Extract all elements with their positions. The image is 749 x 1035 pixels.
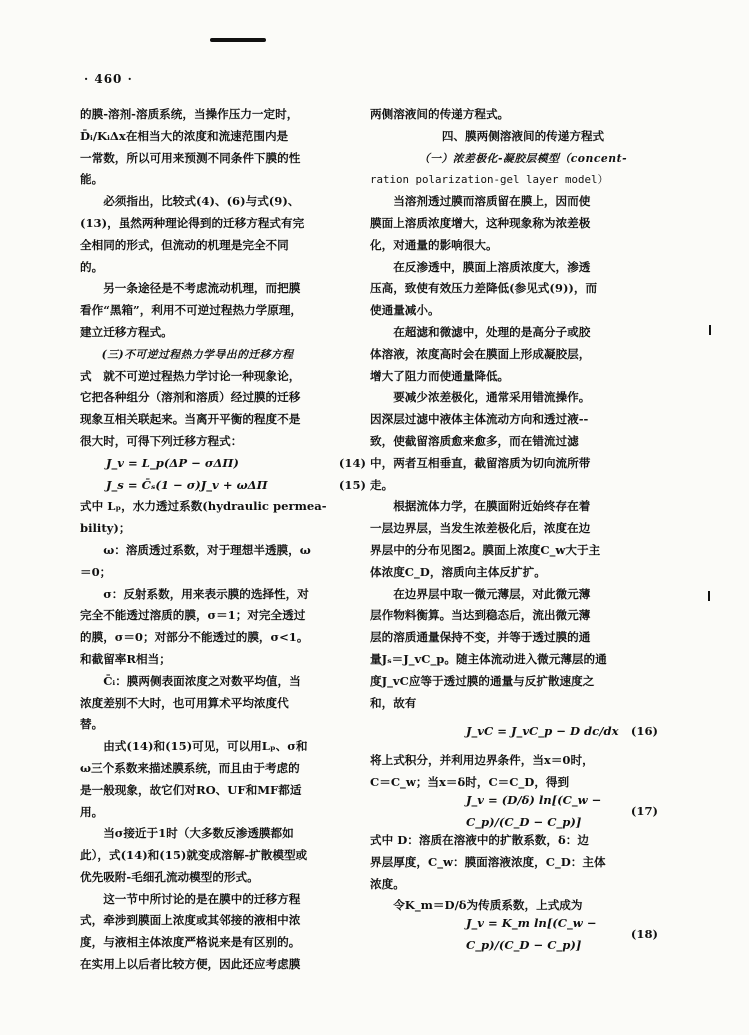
text-line: 当σ接近于1时（大多数反渗透膜都如 — [103, 826, 294, 841]
equation-expr: J_s = C̄ₛ(1 − σ)J_v + ωΔΠ — [106, 477, 268, 492]
text-line: 两侧溶液间的传递方程式。 — [370, 107, 510, 121]
equation-number: (17) — [630, 804, 658, 818]
text-line: 是一般现象，故它们对RO、UF和MF都适 — [80, 782, 302, 797]
text-line: 层作物料衡算。当达到稳态后，流出微元薄 — [370, 608, 591, 623]
text-line: 能。 — [80, 172, 104, 187]
text-line: 很大时，可得下列迁移方程式： — [80, 433, 243, 448]
text-line: 式中 D：溶质在溶液中的扩散系数，δ：边 — [370, 832, 589, 847]
text-line: 此），式(14)和(15)就变成溶解-扩散模型或 — [80, 848, 308, 863]
text-line: 的膜，σ＝0；对部分不能透过的膜，σ<1。 — [80, 630, 309, 645]
equation-17 — [370, 794, 676, 830]
text-line: 另一条途径是不考虑流动机理，而把膜 — [103, 281, 301, 296]
section-heading: 四、膜两侧溶液间的传递方程式 — [441, 128, 605, 143]
text-line: 将上式积分，并利用边界条件，当x＝0时， — [370, 753, 594, 768]
text-line: 界层厚度，C_w：膜面溶液浓度，C_D：主体 — [370, 854, 606, 869]
text-line: 它把各种组分（溶剂和溶质）经过膜的迁移 — [80, 390, 301, 405]
text-line: ω：溶质透过系数，对于理想半透膜，ω — [103, 542, 311, 557]
text-line: 在实用上以后者比较方便，因此还应考虑膜 — [80, 957, 301, 972]
text-line: 完全不能透过溶质的膜，σ＝1；对完全透过 — [80, 608, 306, 623]
equation-expr: J_v = L_p(ΔP − σΔΠ) — [106, 455, 239, 470]
text-line: 式，牵涉到膜面上浓度或其邻接的液相中浓 — [80, 913, 301, 928]
text-line: 膜面上溶质浓度增大，这种现象称为浓差极 — [370, 215, 591, 230]
equation-number: (14) — [338, 455, 366, 470]
text-line: C̄ᵢ：膜两侧表面浓度之对数平均值，当 — [103, 673, 301, 688]
text-line: 根据流体力学，在膜面附近始终存在着 — [393, 499, 591, 514]
text-line: 体溶液，浓度高时会在膜面上形成凝胶层， — [370, 346, 591, 361]
equation-14 — [80, 453, 380, 475]
text-line: 的。 — [80, 259, 104, 274]
text-line: 的膜-溶剂-溶质系统，当操作压力一定时， — [80, 107, 299, 121]
top-rule-mark — [210, 38, 266, 42]
text-line: ω三个系数来描述膜系统，而且由于考虑的 — [80, 760, 300, 775]
text-line: 一层边界层，当发生浓差极化后，浓度在边 — [370, 521, 591, 536]
text-line: 在超滤和微滤中，处理的是高分子或胶 — [393, 324, 591, 339]
text-line: 式中 Lₚ，水力透过系数(hydraulic permea- — [80, 499, 327, 514]
text-line: 因深层过滤中液体主体流动方向和透过液-- — [370, 412, 589, 427]
equation-expr: J_vC = J_vC_p − D dc/dx — [466, 724, 619, 739]
text-line: ration polarization-gel layer model） — [370, 173, 609, 187]
section-heading: (三)不可逆过程热力学导出的迁移方程 — [101, 347, 294, 361]
margin-mark — [709, 325, 711, 335]
text-line: 压高，致使有效压力差降低(参见式(9))，而 — [370, 281, 598, 296]
text-line: 由式(14)和(15)可见，可以用Lₚ、σ和 — [103, 739, 308, 754]
equation-16 — [370, 714, 676, 750]
text-line: 建立迁移方程式。 — [80, 324, 173, 339]
text-line: 量Jₛ＝J_vC_p。随主体流动进入微元薄层的通 — [370, 651, 607, 666]
text-line: 致，使截留溶质愈来愈多，而在错流过滤 — [370, 433, 579, 448]
text-line: 和截留率R相当； — [80, 651, 171, 666]
text-line: σ：反射系数，用来表示膜的选择性，对 — [103, 586, 309, 601]
text-line: 替。 — [80, 717, 104, 732]
page-number: · 460 · — [84, 72, 133, 86]
text-line: 令K_m＝D/δ为传质系数，上式成为 — [393, 898, 583, 913]
text-line: 界层中的分布见图2。膜面上浓度C_w大于主 — [370, 542, 601, 557]
text-line: 体浓度C_D，溶质向主体反扩扩。 — [370, 564, 546, 579]
equation-expr: J_v = K_m ln[(C_w − C_p)/(C_D − C_p)] — [466, 916, 597, 953]
text-line: 要减少浓差极化，通常采用错流操作。 — [393, 390, 591, 405]
text-line: D̄ᵢ/KᵢΔx在相当大的浓度和流速范围内是 — [80, 128, 289, 143]
text-line: 使通量减小。 — [370, 303, 440, 318]
text-line: 当溶剂透过膜而溶质留在膜上，因而使 — [393, 194, 591, 209]
equation-18 — [370, 917, 676, 953]
text-line: 增大了阻力而使通量降低。 — [370, 368, 510, 383]
left-column — [80, 104, 380, 976]
text-line: 在边界层中取一微元薄层，对此微元薄 — [393, 586, 591, 601]
text-line: 必须指出，比较式(4)、(6)与式(9)、 — [103, 194, 300, 209]
text-line: 浓度差别不大时，也可用算术平均浓度代 — [80, 695, 289, 710]
right-column — [370, 104, 676, 953]
text-line: 层的溶质通量保持不变，并等于透过膜的通 — [370, 630, 591, 645]
equation-number: (16) — [630, 724, 658, 739]
text-line: 用。 — [80, 804, 104, 819]
text-line: 优先吸附-毛细孔流动模型的形式。 — [80, 869, 259, 884]
text-line: 度，与液相主体浓度严格说来是有区别的。 — [80, 935, 301, 950]
text-line: 度J_vC应等于透过膜的通量与反扩散速度之 — [370, 673, 595, 688]
text-line: 在反渗透中，膜面上溶质浓度大，渗透 — [393, 259, 591, 274]
text-line: 现象互相关联起来。当离开平衡的程度不是 — [80, 412, 301, 427]
text-line: 化，对通量的影响很大。 — [370, 237, 498, 252]
text-line: 中，两者互相垂直，截留溶质为切向流所带 — [370, 455, 591, 470]
text-line: 全相同的形式，但流动的机理是完全不同 — [80, 237, 289, 252]
text-line: 走。 — [370, 477, 394, 492]
subsection-heading: （一）浓差极化-凝胶层模型（concent- — [418, 151, 628, 165]
equation-expr: J_v = (D/δ) ln[(C_w − C_p)/(C_D − C_p)] — [466, 793, 602, 829]
text-line: 和，故有 — [370, 695, 417, 710]
equation-number: (18) — [630, 927, 658, 942]
text-line: bility)； — [80, 521, 131, 536]
text-line: C＝C_w；当x＝δ时，C＝C_D，得到 — [370, 775, 570, 790]
equation-15 — [80, 475, 380, 497]
text-line: 看作“黑箱”，利用不可逆过程热力学原理， — [80, 303, 303, 318]
text-line: ＝0； — [80, 564, 112, 579]
equation-number: (15) — [338, 477, 366, 492]
margin-mark — [708, 591, 710, 601]
text-line: 式 就不可逆过程热力学讨论一种现象论， — [80, 368, 301, 383]
text-line: (13)，虽然两种理论得到的迁移方程式有完 — [80, 215, 305, 230]
text-line: 浓度。 — [370, 876, 405, 891]
text-line: 这一节中所讨论的是在膜中的迁移方程 — [103, 891, 301, 906]
text-line: 一常数，所以可用来预测不同条件下膜的性 — [80, 150, 301, 165]
